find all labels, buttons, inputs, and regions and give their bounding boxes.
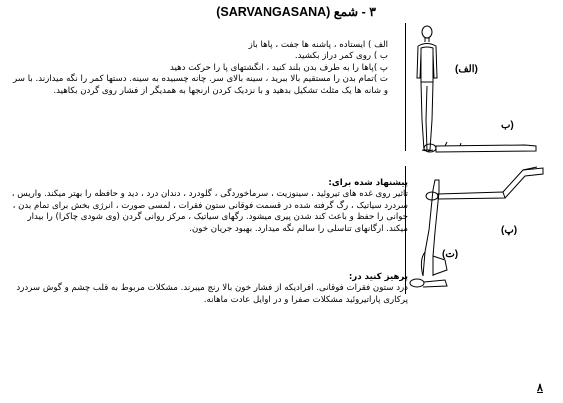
lying-figure xyxy=(424,142,536,152)
step-be: ب ) روی کمر دراز بکشید. xyxy=(294,51,388,62)
step-te: ت )تمام بدن را مستقیم بالا ببرید ، سینه بالای سر. چانه چسبیده به سینه. دستها کمر را نگه میدارند. با سر و شانه ها یک مثلث تشکیل بدهید و با نزدیک کردن ارنجها به همدیگر از فشار روی گردن بکاهید. xyxy=(13,74,388,96)
steps-block xyxy=(8,40,388,97)
legs-raised-figure xyxy=(426,167,543,200)
page-title: ۳ - شمع (SARVANGASANA) xyxy=(216,5,376,19)
pose-figures-svg xyxy=(405,20,563,300)
figure-label-be: (ب xyxy=(501,120,514,131)
standing-figure xyxy=(417,26,437,151)
cautions-text: درد ستون فقرات فوقانی. افرادیکه از فشار خون بالا رنج میبرند. مشکلات مربوط به قلب چشم و گوش سردرد پرکاری پاراتیروئید مشکلات صفرا و در اوایل عادت ماهانه. xyxy=(16,283,408,305)
benefits-heading: پیشنهاد شده برای: xyxy=(328,178,408,188)
figure-label-te: (ت) xyxy=(442,249,459,260)
shoulder-stand-figure xyxy=(410,180,447,287)
step-alef: الف ) ایستاده ، پاشنه ها جفت ، پاها باز xyxy=(248,40,388,50)
benefits-text: تاثیر روی غده های تیروئید ، سینوزیت ، سرماخوردگی ، گلودرد ، دندان درد ، دید و حافظه را بهتر میکند. واریس ، سردرد سیاتیک ، رگ گرفته شده در قسمت فوقانی ستون فقرات ، لمسی صورت ، انرژی بخش برای تمام بدن ، جوانی را حفظ و باعث کند شدن پیری میشود. رگهای سیاتیک ، مرکز روانی گردن (وی شودی چاکرا) را بیدار میکند. ارگانهای تناسلی را سالم نگه میدارد. بهبود جریان خون. xyxy=(11,189,408,234)
cautions-section xyxy=(8,272,408,306)
page-number: ۸ xyxy=(537,382,543,394)
step-pe: پ )پاها را به طرف بدن بلند کنید ، انگشتهای پا را حرکت دهید xyxy=(170,62,388,73)
figure-label-pe: (پ) xyxy=(501,225,518,236)
pose-illustrations xyxy=(405,20,563,300)
cautions-heading: پرهیز کنید در: xyxy=(348,272,408,282)
figure-label-alef: (الف) xyxy=(455,64,478,75)
benefits-section xyxy=(8,178,408,235)
